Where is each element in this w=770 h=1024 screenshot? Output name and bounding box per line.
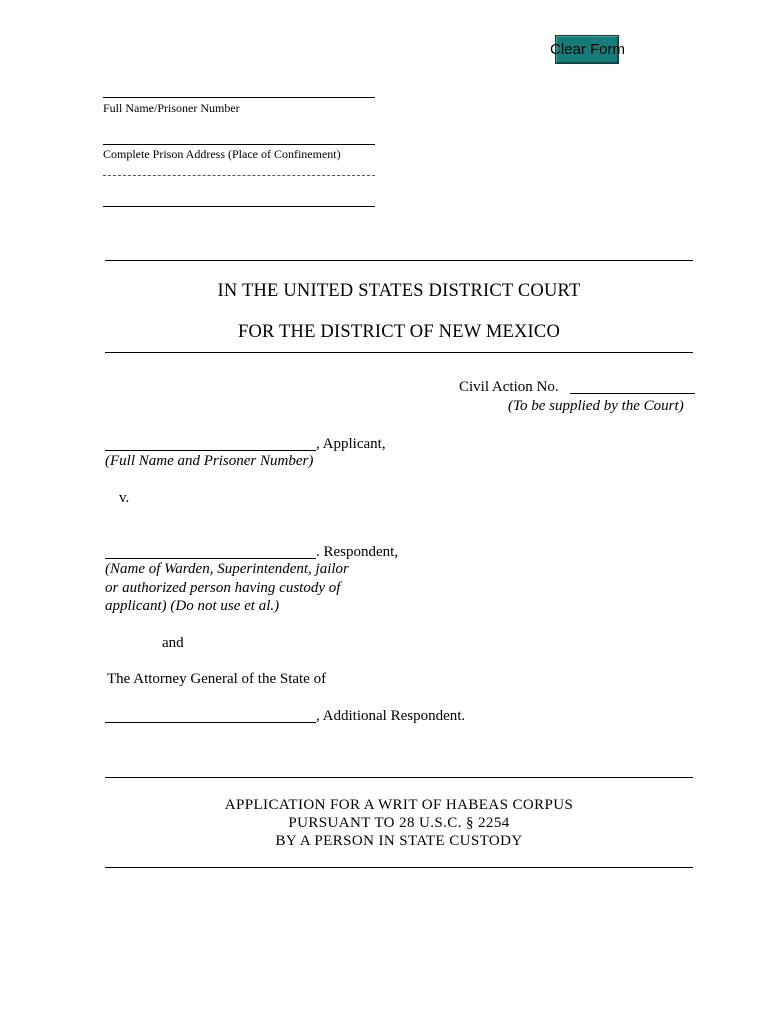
attorney-general-label: The Attorney General of the State of: [107, 671, 327, 687]
applicant-note: (Full Name and Prisoner Number): [105, 453, 314, 469]
respondent-label: . Respondent,: [316, 544, 399, 560]
respondent-note-1: (Name of Warden, Superintendent, jailor: [105, 561, 349, 577]
rule-title-bottom: [105, 867, 693, 868]
full-name-field[interactable]: [103, 97, 375, 98]
additional-respondent-label: , Additional Respondent.: [316, 708, 466, 724]
applicant-name-field[interactable]: [105, 450, 316, 451]
court-district: FOR THE DISTRICT OF NEW MEXICO: [237, 322, 561, 342]
rule-heading-bottom: [105, 352, 693, 353]
applicant-label: , Applicant,: [316, 436, 386, 452]
application-title-line-1: APPLICATION FOR A WRIT OF HABEAS CORPUS: [224, 797, 574, 813]
respondent-note-2: or authorized person having custody of: [105, 580, 341, 596]
prison-address-field-3[interactable]: [103, 206, 375, 207]
application-title-line-3: BY A PERSON IN STATE CUSTODY: [275, 833, 523, 849]
civil-action-label: Civil Action No.: [459, 379, 559, 395]
full-name-label: Full Name/Prisoner Number: [103, 101, 240, 115]
civil-action-note: (To be supplied by the Court): [508, 398, 684, 414]
respondent-note-3: applicant) (Do not use et al.): [105, 598, 280, 614]
prison-address-label: Complete Prison Address (Place of Confinement): [103, 147, 341, 161]
civil-action-number-field[interactable]: [570, 393, 695, 394]
prison-address-field-2[interactable]: [103, 175, 375, 176]
clear-form-button[interactable]: Clear Form: [555, 35, 619, 64]
application-title-line-2: PURSUANT TO 28 U.S.C. § 2254: [288, 815, 510, 831]
rule-title-top: [105, 777, 693, 778]
prison-address-field-1[interactable]: [103, 144, 375, 145]
rule-top: [105, 260, 693, 261]
court-title: IN THE UNITED STATES DISTRICT COURT: [217, 281, 581, 301]
respondent-name-field[interactable]: [105, 558, 316, 559]
versus-label: v.: [119, 490, 130, 506]
additional-respondent-field[interactable]: [105, 722, 316, 723]
and-label: and: [162, 635, 184, 651]
